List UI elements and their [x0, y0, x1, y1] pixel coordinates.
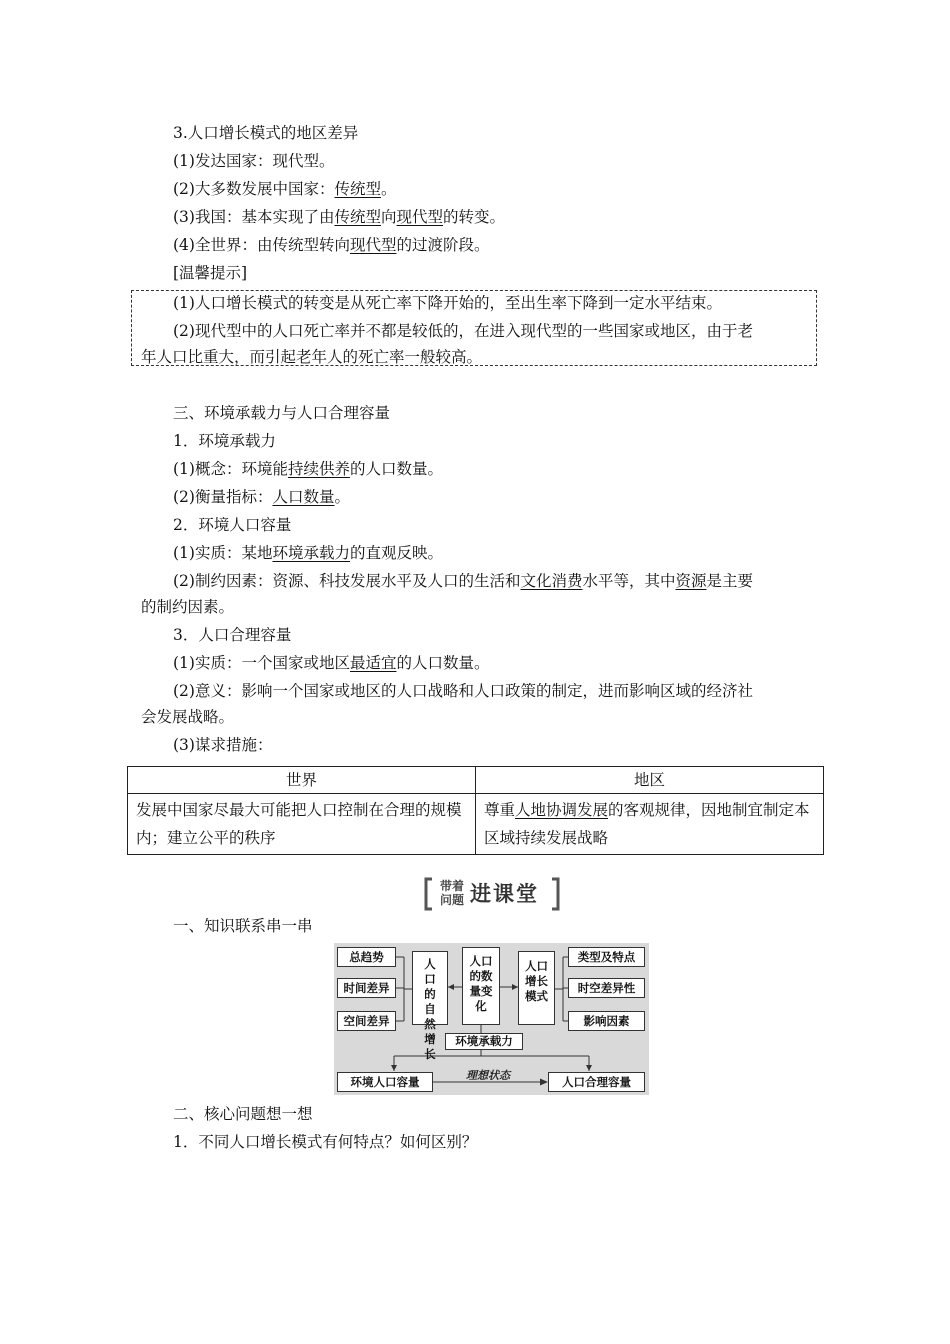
map-left-trend: 总趋势: [337, 947, 396, 967]
sub-heading-3: 3．人口合理容量: [173, 626, 292, 644]
concept-line: (1)概念：环境能持续供养的人口数量。: [173, 460, 443, 478]
map-growth-model: 人口增长模式: [518, 951, 555, 1025]
map-arrow-label: 理想状态: [466, 1069, 510, 1082]
tip-title: [温馨提示]: [173, 264, 248, 282]
item-world: (4)全世界：由传统型转向现代型的过渡阶段。: [173, 236, 490, 254]
tip-line-2: (2)现代型中的人口死亡率并不都是较低的，在进入现代型的一些国家或地区，由于老: [173, 322, 753, 340]
indicator-line: (2)衡量指标：人口数量。: [173, 488, 350, 506]
part3-heading: 三、环境承载力与人口合理容量: [173, 404, 391, 422]
tip-line-3: 年人口比重大，而引起老年人的死亡率一般较高。: [141, 348, 483, 366]
banner-small-2: 问题: [439, 893, 464, 907]
map-carrying-capacity: 环境承载力: [445, 1033, 523, 1050]
table-header-region: 地区: [476, 767, 824, 794]
reasonable-essence: (1)实质：一个国家或地区最适宜的人口数量。: [173, 654, 490, 672]
factors-line-2: 的制约因素。: [141, 598, 235, 616]
sub-heading-1: 1．环境承载力: [173, 432, 276, 450]
concept-map: [334, 943, 649, 1095]
core-question-1: 1．不同人口增长模式有何特点？如何区别？: [173, 1133, 478, 1151]
factors-line: (2)制约因素：资源、科技发展水平及人口的生活和文化消费水平等，其中资源是主要: [173, 572, 754, 590]
core-heading: 二、核心问题想一想: [173, 1105, 313, 1123]
banner-small-1: 带着: [439, 879, 464, 893]
tip-line-1: (1)人口增长模式的转变是从死亡率下降开始的，至出生率下降到一定水平结束。: [173, 294, 722, 312]
map-reasonable-capacity: 人口合理容量: [548, 1072, 645, 1092]
item-developed: (1)发达国家：现代型。: [173, 152, 335, 170]
measures-table: [127, 766, 824, 855]
map-right-diff: 时空差异性: [568, 978, 645, 998]
meaning-line-2: 会发展战略。: [141, 708, 235, 726]
banner-title: 进课堂: [470, 882, 539, 906]
sub-heading-2: 2．环境人口容量: [173, 516, 292, 534]
map-right-type: 类型及特点: [568, 947, 645, 967]
table-cell-world: 发展中国家尽最大可能把人口控制在合理的规模内；建立公平的秩序: [128, 794, 476, 855]
banner: [424, 877, 560, 911]
table-cell-region: 尊重人地协调发展的客观规律，因地制宜制定本区域持续发展战略: [476, 794, 824, 855]
item-developing: (2)大多数发展中国家：传统型。: [173, 180, 397, 198]
map-natural-growth: 人口的自然增长: [412, 951, 448, 1025]
map-left-time: 时间差异: [337, 978, 396, 998]
item-china: (3)我国：基本实现了由传统型向现代型的转变。: [173, 208, 506, 226]
map-env-capacity: 环境人口容量: [337, 1072, 433, 1092]
connect-heading: 一、知识联系串一串: [173, 917, 313, 935]
table-header-world: 世界: [128, 767, 476, 794]
map-population-change: 人口的数量变化: [462, 947, 500, 1025]
meaning-line: (2)意义：影响一个国家或地区的人口战略和人口政策的制定，进而影响区域的经济社: [173, 682, 753, 700]
map-right-factors: 影响因素: [568, 1011, 645, 1031]
section-title: 3.人口增长模式的地区差异: [173, 124, 359, 142]
measures-line: (3)谋求措施：: [173, 736, 273, 754]
map-left-space: 空间差异: [337, 1011, 396, 1031]
essence-line: (1)实质：某地环境承载力的直观反映。: [173, 544, 443, 562]
